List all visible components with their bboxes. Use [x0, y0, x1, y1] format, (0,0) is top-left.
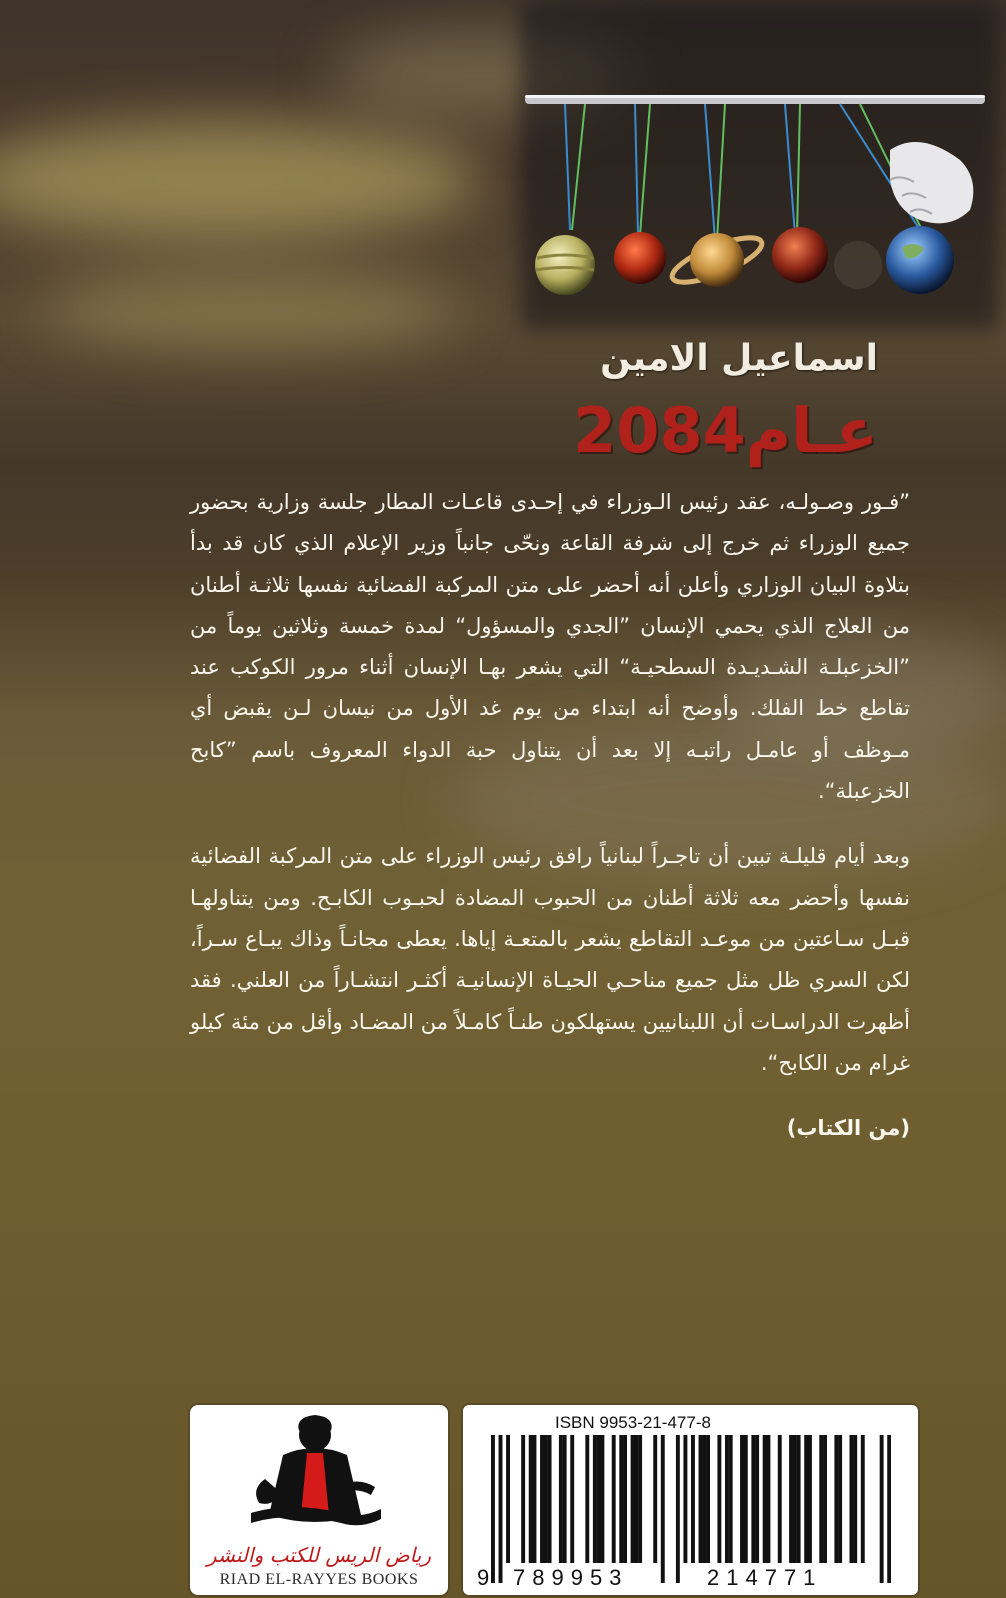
isbn-number: ISBN 9953-21-477-8: [555, 1413, 711, 1432]
barcode-bar: [653, 1435, 657, 1563]
barcode-bar: [699, 1435, 703, 1563]
cloud-glow: [40, 270, 460, 350]
barcode-bar: [853, 1435, 857, 1563]
barcode-bar: [808, 1435, 812, 1563]
barcode-bar: [683, 1435, 687, 1563]
publisher-figure-icon: [245, 1409, 395, 1541]
planet-pendulum-artwork: [510, 70, 990, 320]
cloud-glow: [0, 120, 480, 240]
barcode-bar: [623, 1435, 627, 1563]
barcode-bar: [691, 1435, 695, 1563]
publisher-name-arabic: رياض الريس للكتب والنشر: [207, 1543, 431, 1567]
barcode-bar: [744, 1435, 748, 1563]
barcode-bar: [619, 1435, 623, 1563]
barcode-bar: [766, 1435, 770, 1563]
barcode-bar: [778, 1435, 782, 1563]
earth-planet-icon: [886, 226, 954, 294]
barcode-digit-first: 9: [477, 1565, 490, 1590]
saturn-planet-icon: [690, 233, 744, 287]
barcode-bar: [819, 1435, 823, 1563]
barcode-bar: [849, 1435, 853, 1563]
barcode-bar: [559, 1435, 563, 1563]
barcode-bar: [717, 1435, 721, 1563]
barcode-bar: [491, 1435, 495, 1583]
barcode-bar: [506, 1435, 510, 1563]
barcode-bar: [600, 1435, 604, 1563]
barcode-digits-right: 214771: [707, 1565, 823, 1590]
barcode-bar: [740, 1435, 744, 1563]
barcode-bar: [661, 1435, 665, 1583]
barcode-bar: [823, 1435, 827, 1563]
barcode-bar: [499, 1435, 503, 1583]
publisher-logo-box: [190, 1405, 448, 1595]
barcode-bar: [702, 1435, 706, 1563]
barcode-bar: [755, 1435, 759, 1563]
barcode-bar: [585, 1435, 589, 1563]
barcode-bar: [804, 1435, 808, 1563]
barcode-bar: [789, 1435, 793, 1563]
barcode-bar: [793, 1435, 797, 1563]
barcode-bar: [861, 1435, 865, 1563]
barcode-bar: [563, 1435, 567, 1563]
barcode-bar: [521, 1435, 525, 1563]
barcode-bar: [797, 1435, 801, 1563]
barcode-bar: [887, 1435, 891, 1583]
barcode-bars: [491, 1435, 891, 1585]
barcode-bar: [751, 1435, 755, 1563]
barcode-bar: [529, 1435, 533, 1563]
book-title: عـام2084: [573, 394, 878, 467]
barcode-bar: [834, 1435, 838, 1563]
author-name: اسماعيل الامين: [600, 338, 878, 379]
barcode-bar: [725, 1435, 729, 1563]
barcode-bar: [706, 1435, 710, 1563]
barcode-bar: [612, 1435, 616, 1563]
barcode-bar: [593, 1435, 597, 1563]
hand-icon: [890, 142, 973, 223]
barcode-bar: [597, 1435, 601, 1563]
barcode-bar: [570, 1435, 574, 1563]
publisher-name-english: RIAD EL-RAYYES BOOKS: [219, 1571, 419, 1588]
barcode-bar: [631, 1435, 635, 1563]
source-note: (من الكتاب): [786, 1116, 910, 1141]
venus-planet-icon: [772, 227, 828, 283]
mars-planet-icon: [614, 232, 666, 284]
blurb-text: [190, 482, 910, 1173]
barcode-bar: [638, 1435, 642, 1563]
barcode-bar: [548, 1435, 552, 1563]
barcode-bar: [729, 1435, 733, 1563]
barcode-bar: [634, 1435, 638, 1563]
isbn-barcode-box: [463, 1405, 918, 1595]
barcode-bar: [838, 1435, 842, 1563]
blurb-paragraph: ”فـور وصـولـه، عقد رئيس الـوزراء في إحـدى قاعـات المطار جلسة وزارية بحضور جميع الوزراء ثم خرج إلى شرفة القاعة ونحّى جانباً وزير الإعلام الذي كان قد بدأ بتلاوة البيان الوزاري وأعلن أنه أحضر على متن المركبة الفضائية نفسها ثلاثـة أطنان من العلاج الذي يحمي الإنسان ”الجدي والمسؤول“ لمدة خمسة وثلاثين يوماً من ”الخزعبلـة الشـديـدة السطحيـة“ التي يشعر بهـا الإنسان أثناء مرور الكوكب عند تقاطع خط الفلك. وأوضح أنه ابتداء من يوم غد الأول من نيسان لـن يقبض أي مـوظف أو عامـل راتبـه إلا بعد أن يتناول حبة الدواء المعروف باسم ”كابح الخزعبلة“.: [190, 490, 910, 804]
barcode-bar: [533, 1435, 537, 1563]
barcode-bar: [880, 1435, 884, 1583]
blurb-paragraph: وبعد أيام قليلـة تبين أن تاجـراً لبنانياً رافق رئيس الوزراء على متن المركبة الفضائية نفسها وأحضر معه ثلاثة أطنان من الحبوب المضادة لحبـوب الكابـح. ومن يتناولهـا قبـل سـاعتين من موعـد التقاطع يشعر بالمتعـة إياها. يعطى مجانـاً وذاك يبـاع سـراً، لكن السري ظل مثل جميع مناحـي الحيـاة الإنسانيـة أكثـر انتشـاراً من العلني. فقد أظهرت الدراسـات أن اللبنانيين يستهلكون طنـاً كامـلاً من المضـاد وأقل من مئة كيلو غرام من الكابح“.: [190, 844, 910, 1075]
jupiter-planet-icon: [535, 235, 595, 295]
barcode-bar: [540, 1435, 544, 1563]
barcode-bar: [676, 1435, 680, 1583]
barcode-bar: [544, 1435, 548, 1563]
barcode-digits-left: 789953: [513, 1565, 629, 1590]
barcode-bar: [763, 1435, 767, 1563]
